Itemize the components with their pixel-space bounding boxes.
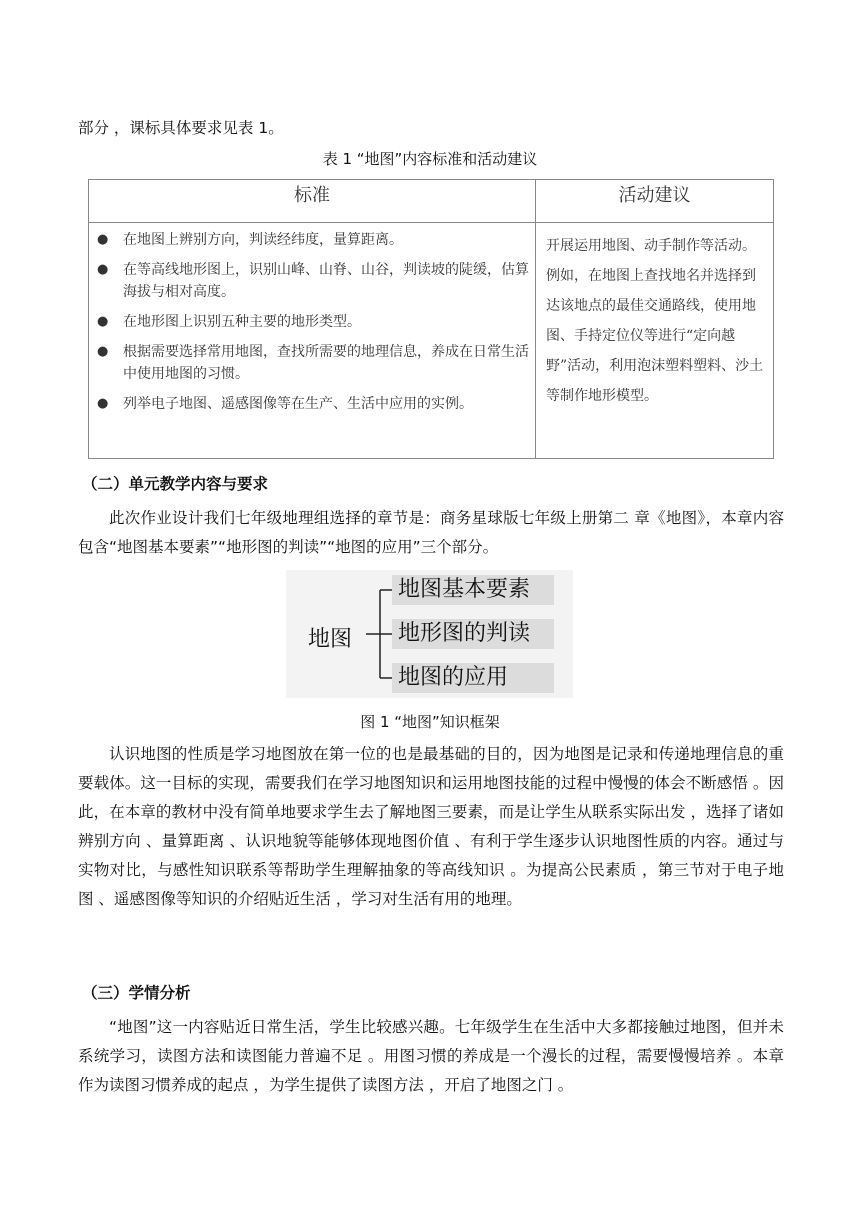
figure-branch-node: 地图的应用 [392, 663, 554, 693]
analysis-paragraph: 认识地图的性质是学习地图放在第一位的也是最基础的目的，因为地图是记录和传递地理信息的重要载体。这一目标的实现，需要我们在学习地图知识和运用地图技能的过程中慢慢的体会不断感悟 。因此，在本章的教材中没有简单地要求学生去了解地图三要素，而是让学生从联系实际出发 ，选择了诸如辨别方向 、量算距离 、认识地貌等能够体现地图价值 、有利于学生逐步认识地图性质的内容。通过与实物对比，与感性知识联系等帮助学生理解抽象的等高线知识 。为提高公民素质 ，第三节对于电子地图 、遥感图像等知识的介绍贴近生活 ，学习对生活有用的地理。 [78, 745, 784, 908]
activity-cell: 开展运用地图、动手制作等活动。例如，在地图上查找地名并选择到达该地点的最佳交通路线，使用地图、手持定位仪等进行“定向越野”活动，利用泡沫塑料塑料、沙土等制作地形模型。 [536, 223, 774, 459]
standard-text: 在地图上辨别方向，判读经纬度，量算距离。 [123, 232, 403, 248]
standard-item [97, 259, 529, 303]
knowledge-framework-figure [286, 570, 573, 698]
standard-item [97, 311, 529, 333]
standards-table [88, 179, 774, 459]
intro-line: 部分 ，课标具体要求见表 1。 [78, 119, 284, 137]
bullet-icon: ● [97, 232, 109, 247]
standard-text: 在地形图上识别五种主要的地形类型。 [123, 314, 361, 330]
bullet-icon: ● [97, 344, 109, 359]
figure-branch-node: 地形图的判读 [392, 619, 554, 649]
bullet-icon: ● [97, 396, 109, 411]
standards-cell [89, 223, 536, 459]
standard-item [97, 229, 529, 251]
bullet-icon: ● [97, 262, 109, 277]
section2-paragraph: 此次作业设计我们七年级地理组选择的章节是：商务星球版七年级上册第二 章《地图》，本章内容包含“地图基本要素”“地形图的判读”“地图的应用”三个部分。 [78, 509, 784, 556]
section3-paragraph: “地图”这一内容贴近日常生活，学生比较感兴趣。七年级学生在生活中大多都接触过地图，但并未系统学习，读图方法和读图能力普遍不足 。用图习惯的养成是一个漫长的过程，需要慢慢培养 。本章作为读图习惯养成的起点 ，为学生提供了读图方法 ，开启了地图之门 。 [78, 1018, 784, 1094]
standard-item [97, 393, 529, 415]
figure-caption: 图 1 “地图”知识框架 [360, 713, 500, 731]
section3-heading: （三）学情分析 [82, 984, 191, 1002]
header-standard: 标准 [89, 180, 536, 223]
bullet-icon: ● [97, 314, 109, 329]
figure-branch-node: 地图基本要素 [392, 575, 554, 605]
standard-text: 列举电子地图、遥感图像等在生产、生活中应用的实例。 [123, 396, 473, 412]
standard-text: 根据需要选择常用地图，查找所需要的地理信息，养成在日常生活中使用地图的习惯。 [123, 344, 529, 382]
table-caption: 表 1 “地图”内容标准和活动建议 [322, 150, 538, 168]
section2-heading: （二）单元教学内容与要求 [82, 475, 269, 493]
standard-text: 在等高线地形图上，识别山峰、山脊、山谷，判读坡的陡缓，估算海拔与相对高度。 [123, 262, 529, 300]
header-activity: 活动建议 [536, 180, 774, 223]
standard-item [97, 341, 529, 385]
figure-root-node: 地图 [308, 627, 353, 652]
